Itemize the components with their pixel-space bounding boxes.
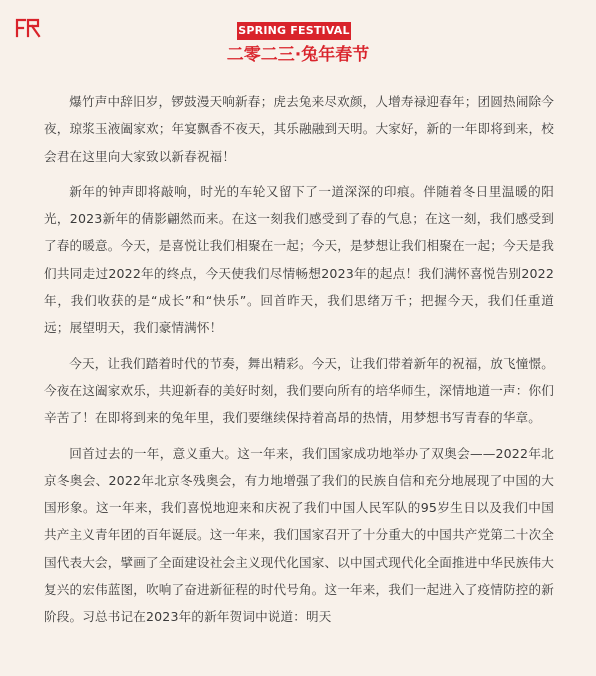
section-tag: SPRING FESTIVAL (237, 22, 351, 40)
paragraph: 今天，让我们踏着时代的节奏，舞出精彩。今天，让我们带着新年的祝福，放飞憧憬。今夜在这阖家欢乐，共迎新春的美好时刻，我们要向所有的培华师生，深情地道一声：你们辛苦了！在即将到来的兔年里，我们要继续保持着高昂的热情，用梦想书写青春的华章。 (44, 355, 554, 426)
paragraph: 新年的钟声即将敲响，时光的车轮又留下了一道深深的印痕。伴随着冬日里温暖的阳光，2023新年的倩影翩然而来。在这一刻我们感受到了春的气息；在这一刻，我们感受到了春的暖意。今天，是喜悦让我们相聚在一起；今天，是梦想让我们相聚在一起；今天是我们共同走过2022年的终点，今天使我们尽情畅想2023年的起点！我们满怀喜悦告别2022年，我们收获的是“成长”和“快乐”。回首昨天，我们思绪万千；把握今天，我们任重道远；展望明天，我们豪情满怀！ (44, 183, 554, 336)
article-body (44, 88, 554, 639)
paragraph: 爆竹声中辞旧岁，锣鼓漫天响新春；虎去兔来尽欢颜，人增寿禄迎春年；团圆热闹除今夜，琼浆玉液阖家欢；年宴飘香不夜天，其乐融融到天明。大家好，新的一年即将到来，校会君在这里向大家致以新春祝福！ (44, 94, 554, 164)
page-title: 二零二三·兔年春节 (226, 45, 370, 65)
brand-mark-icon (14, 18, 42, 38)
paragraph: 回首过去的一年，意义重大。这一年来，我们国家成功地举办了双奥会——2022年北京冬奥会、2022年北京冬残奥会，有力地增强了我们的民族自信和充分地展现了中国的大国形象。这一年来，我们喜悦地迎来和庆祝了我们中国人民军队的95岁生日以及我们中国共产主义青年团的百年诞辰。这一年来，我们国家召开了十分重大的中国共产党第二十次全国代表大会，擘画了全面建设社会主义现代化国家、以中国式现代化全面推进中华民族伟大复兴的宏伟蓝图，吹响了奋进新征程的时代号角。这一年来，我们一起进入了疫情防控的新阶段。习总书记在2023年的新年贺词中说道：明天 (44, 445, 554, 625)
